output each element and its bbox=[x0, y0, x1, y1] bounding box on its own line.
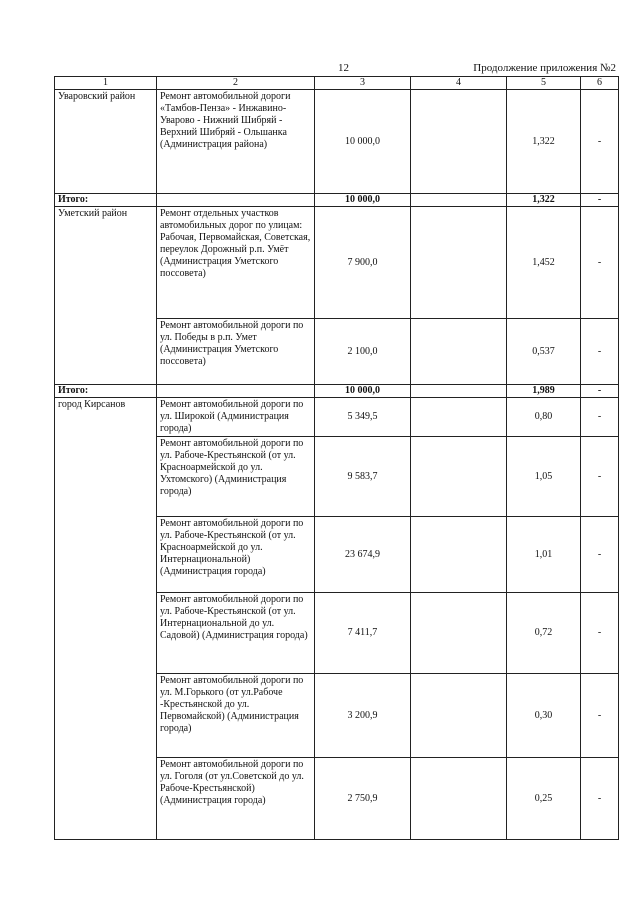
column-number: 5 bbox=[507, 77, 581, 90]
page-number: 12 bbox=[338, 62, 349, 74]
total-row bbox=[55, 194, 619, 207]
description-cell: Ремонт автомобильной дороги по ул. М.Горького (от ул.Рабоче -Крестьянской до ул. Первомайской) (Администрация города) bbox=[157, 674, 315, 758]
total-label: Итого: bbox=[55, 194, 157, 207]
col6-cell: - bbox=[581, 758, 619, 840]
amount-cell: 9 583,7 bbox=[315, 437, 411, 517]
column-number: 2 bbox=[157, 77, 315, 90]
length-cell: 1,05 bbox=[507, 437, 581, 517]
empty-cell bbox=[157, 194, 315, 207]
description-cell: Ремонт автомобильной дороги по ул. Рабоче-Крестьянской (от ул. Красноармейской до ул. Интернациональной) (Администрация города) bbox=[157, 517, 315, 593]
empty-cell bbox=[411, 593, 507, 674]
appendix-note: Продолжение приложения №2 bbox=[473, 62, 616, 74]
total-row bbox=[55, 385, 619, 398]
column-number: 1 bbox=[55, 77, 157, 90]
column-number-row bbox=[55, 77, 619, 90]
length-cell: 0,30 bbox=[507, 674, 581, 758]
district-cell: Уметский район bbox=[55, 207, 157, 385]
description-cell: Ремонт автомобильной дороги по ул. Рабоче-Крестьянской (от ул. Красноармейской до ул. Ухтомского) (Администрация города) bbox=[157, 437, 315, 517]
empty-cell bbox=[411, 319, 507, 385]
length-cell: 1,452 bbox=[507, 207, 581, 319]
total-label: Итого: bbox=[55, 385, 157, 398]
description-cell: Ремонт отдельных участков автомобильных дорог по улицам: Рабочая, Первомайская, Советская, переулок Дорожный р.п. Умёт (Администрация Уметского поссовета) bbox=[157, 207, 315, 319]
total-amount: 10 000,0 bbox=[315, 385, 411, 398]
budget-table bbox=[54, 76, 619, 840]
empty-cell bbox=[157, 385, 315, 398]
col6-cell: - bbox=[581, 593, 619, 674]
length-cell: 0,25 bbox=[507, 758, 581, 840]
amount-cell: 2 750,9 bbox=[315, 758, 411, 840]
col6-cell: - bbox=[581, 398, 619, 437]
amount-cell: 2 100,0 bbox=[315, 319, 411, 385]
district-cell: город Кирсанов bbox=[55, 398, 157, 840]
total-col6: - bbox=[581, 194, 619, 207]
page-header bbox=[0, 62, 640, 76]
column-number: 4 bbox=[411, 77, 507, 90]
length-cell: 0,537 bbox=[507, 319, 581, 385]
description-cell: Ремонт автомобильной дороги по ул. Гоголя (от ул.Советской до ул. Рабоче-Крестьянской) (Администрация города) bbox=[157, 758, 315, 840]
table-row bbox=[55, 90, 619, 194]
col6-cell: - bbox=[581, 207, 619, 319]
amount-cell: 7 900,0 bbox=[315, 207, 411, 319]
district-cell: Уваровский район bbox=[55, 90, 157, 194]
empty-cell bbox=[411, 398, 507, 437]
empty-cell bbox=[411, 758, 507, 840]
empty-cell bbox=[411, 437, 507, 517]
empty-cell bbox=[411, 207, 507, 319]
column-number: 6 bbox=[581, 77, 619, 90]
empty-cell bbox=[411, 674, 507, 758]
total-length: 1,322 bbox=[507, 194, 581, 207]
length-cell: 0,72 bbox=[507, 593, 581, 674]
empty-cell bbox=[411, 90, 507, 194]
total-length: 1,989 bbox=[507, 385, 581, 398]
total-amount: 10 000,0 bbox=[315, 194, 411, 207]
length-cell: 0,80 bbox=[507, 398, 581, 437]
table-row bbox=[55, 398, 619, 437]
length-cell: 1,322 bbox=[507, 90, 581, 194]
empty-cell bbox=[411, 194, 507, 207]
description-cell: Ремонт автомобильной дороги по ул. Рабоче-Крестьянской (от ул. Интернациональной до ул. Садовой) (Администрация города) bbox=[157, 593, 315, 674]
empty-cell bbox=[411, 385, 507, 398]
col6-cell: - bbox=[581, 517, 619, 593]
length-cell: 1,01 bbox=[507, 517, 581, 593]
col6-cell: - bbox=[581, 90, 619, 194]
description-cell: Ремонт автомобильной дороги по ул. Победы в р.п. Умет (Администрация Уметского поссовета) bbox=[157, 319, 315, 385]
col6-cell: - bbox=[581, 319, 619, 385]
amount-cell: 5 349,5 bbox=[315, 398, 411, 437]
table-row bbox=[55, 207, 619, 319]
amount-cell: 3 200,9 bbox=[315, 674, 411, 758]
description-cell: Ремонт автомобильной дороги «Тамбов-Пенза» - Инжавино-Уварово - Нижний Шибряй - Верхний Шибряй - Ольшанка (Администрация района) bbox=[157, 90, 315, 194]
total-col6: - bbox=[581, 385, 619, 398]
col6-cell: - bbox=[581, 674, 619, 758]
column-number: 3 bbox=[315, 77, 411, 90]
description-cell: Ремонт автомобильной дороги по ул. Широкой (Администрация города) bbox=[157, 398, 315, 437]
amount-cell: 23 674,9 bbox=[315, 517, 411, 593]
amount-cell: 7 411,7 bbox=[315, 593, 411, 674]
col6-cell: - bbox=[581, 437, 619, 517]
empty-cell bbox=[411, 517, 507, 593]
amount-cell: 10 000,0 bbox=[315, 90, 411, 194]
